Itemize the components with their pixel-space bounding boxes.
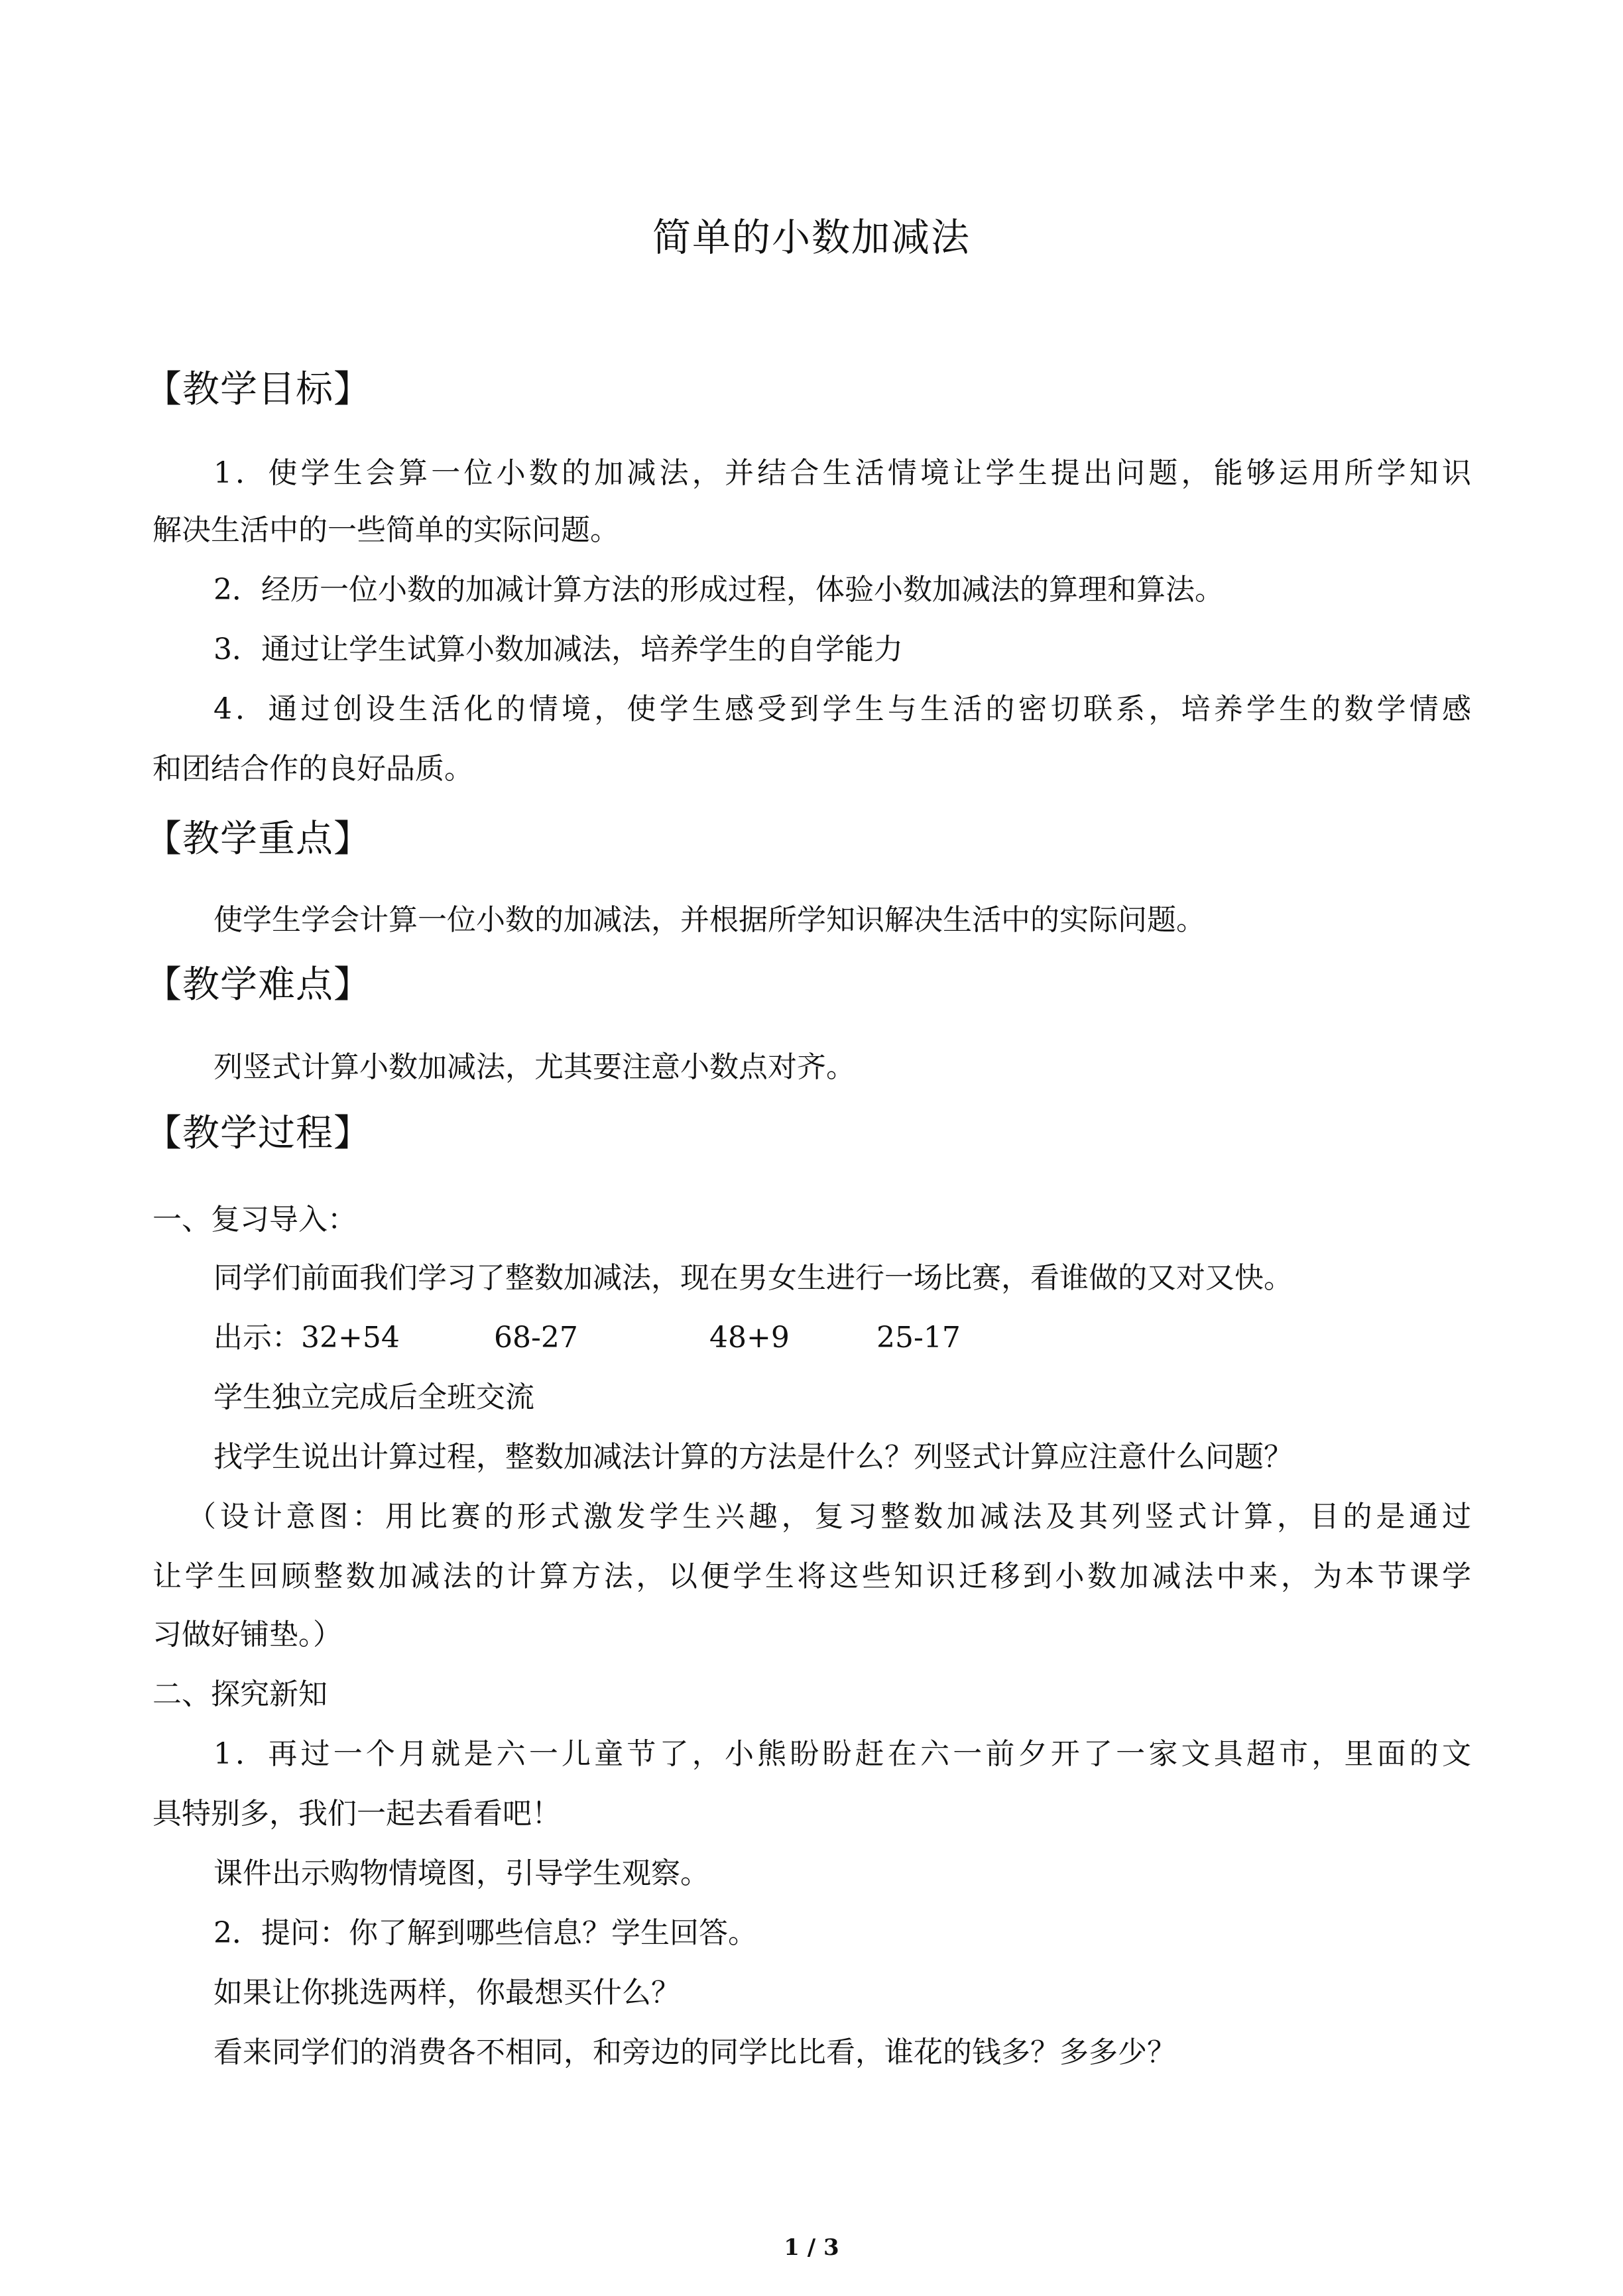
process-part-title: 一、复习导入： xyxy=(152,1203,357,1237)
section-heading-difficulties: 【教学难点】 xyxy=(145,963,371,1006)
objective-line: 3．通过让学生试算小数加减法，培养学生的自学能力 xyxy=(213,633,903,666)
objective-line: 和团结合作的良好品质。 xyxy=(152,752,473,786)
formula-label: 出示：32+54 xyxy=(213,1321,400,1355)
section-heading-process: 【教学过程】 xyxy=(145,1112,371,1155)
process-line: 课件出示购物情境图，引导学生观察。 xyxy=(213,1856,709,1890)
process-line: 同学们前面我们学习了整数加减法，现在男女生进行一场比赛，看谁做的又对又快。 xyxy=(213,1261,1293,1295)
process-line: 看来同学们的消费各不相同，和旁边的同学比比看，谁花的钱多？多多少？ xyxy=(213,2035,1176,2069)
process-line: （设计意图：用比赛的形式激发学生兴趣，复习整数加减法及其列竖式计算，目的是通过 xyxy=(187,1500,1471,1534)
section-heading-key-points: 【教学重点】 xyxy=(145,817,371,861)
process-part-title: 二、探究新知 xyxy=(152,1677,328,1711)
formula-item: 25-17 xyxy=(876,1321,961,1355)
objective-line: 4．通过创设生活化的情境，使学生感受到学生与生活的密切联系，培养学生的数学情感 xyxy=(213,692,1471,726)
process-line: 1．再过一个月就是六一儿童节了，小熊盼盼赶在六一前夕开了一家文具超市，里面的文 xyxy=(213,1737,1471,1771)
process-line: 2．提问：你了解到哪些信息？学生回答。 xyxy=(213,1916,757,1950)
key-point-line: 使学生学会计算一位小数的加减法，并根据所学知识解决生活中的实际问题。 xyxy=(213,903,1205,937)
objective-line: 1．使学生会算一位小数的加减法，并结合生活情境让学生提出问题，能够运用所学知识 xyxy=(213,456,1471,490)
objective-line: 2．经历一位小数的加减计算方法的形成过程，体验小数加减法的算理和算法。 xyxy=(213,573,1224,607)
difficulty-line: 列竖式计算小数加减法，尤其要注意小数点对齐。 xyxy=(213,1050,855,1084)
process-line: 如果让你挑选两样，你最想买什么？ xyxy=(213,1976,680,2010)
document-title: 简单的小数加减法 xyxy=(652,215,971,260)
formula-row xyxy=(213,1317,1473,1359)
process-line: 具特别多，我们一起去看看吧！ xyxy=(152,1797,561,1831)
section-heading-objectives: 【教学目标】 xyxy=(145,368,371,411)
process-line: 学生独立完成后全班交流 xyxy=(213,1380,534,1414)
process-line: 让学生回顾整数加减法的计算方法，以便学生将这些知识迁移到小数加减法中来，为本节课学 xyxy=(152,1559,1471,1593)
objective-line: 解决生活中的一些简单的实际问题。 xyxy=(152,513,619,547)
page-number: 1 / 3 xyxy=(784,2234,839,2261)
process-line: 习做好铺垫。） xyxy=(152,1618,342,1652)
formula-item: 48+9 xyxy=(709,1321,790,1355)
process-line: 找学生说出计算过程，整数加减法计算的方法是什么？列竖式计算应注意什么问题？ xyxy=(213,1440,1293,1474)
formula-item: 68-27 xyxy=(494,1321,578,1355)
